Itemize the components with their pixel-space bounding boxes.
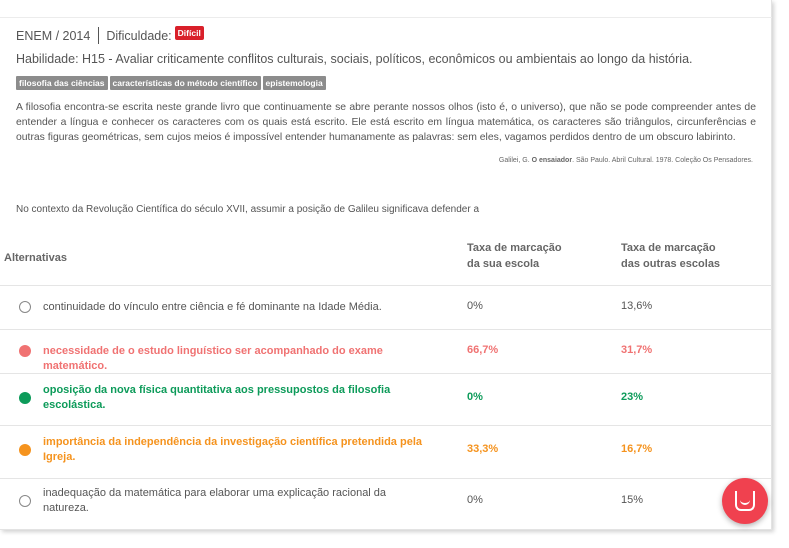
difficulty-badge: Difícil bbox=[175, 26, 204, 40]
alternative-text: importância da independência da investigação científica pretendida pela Igreja. bbox=[43, 436, 422, 463]
question-meta bbox=[16, 27, 204, 44]
exam-label: ENEM / 2014 bbox=[16, 28, 91, 43]
others-rate: 16,7% bbox=[621, 443, 653, 455]
top-divider bbox=[0, 17, 772, 18]
chat-bubble-icon bbox=[735, 491, 755, 511]
chat-button[interactable] bbox=[722, 478, 768, 524]
radio-partial-icon[interactable] bbox=[19, 444, 31, 456]
school-rate: 0% bbox=[467, 391, 483, 403]
header-school-rate bbox=[467, 240, 577, 272]
source-suffix: . São Paulo. Abril Cultural. 1978. Coleção Os Pensadores. bbox=[572, 157, 753, 164]
radio-wrong-icon[interactable] bbox=[19, 345, 31, 357]
header-others-rate-text: Taxa de marcação das outras escolas bbox=[621, 242, 721, 270]
header-others-rate bbox=[621, 240, 731, 272]
question-text: No contexto da Revolução Científica do século XVII, assumir a posição de Galileu significava defender a bbox=[16, 204, 480, 215]
alternative-text: necessidade de o estudo linguístico ser acompanhado do exame matemático. bbox=[43, 345, 383, 372]
difficulty-label: Dificuldade: bbox=[106, 28, 172, 43]
meta-separator bbox=[98, 27, 99, 44]
header-school-rate-text: Taxa de marcação da sua escola bbox=[467, 242, 562, 270]
tag-caracteristicas-metodo-cientifico[interactable]: características do método científico bbox=[110, 76, 261, 90]
alternative-text: inadequação da matemática para elaborar uma explicação racional da natureza. bbox=[43, 487, 387, 514]
school-rate: 66,7% bbox=[467, 344, 499, 356]
school-rate: 0% bbox=[467, 494, 483, 506]
source-title: O ensaiador bbox=[531, 157, 573, 164]
source-prefix: Galilei, G. bbox=[498, 157, 530, 164]
others-rate: 23% bbox=[621, 391, 644, 403]
source-citation bbox=[499, 157, 753, 164]
table-row[interactable] bbox=[0, 286, 772, 329]
table-row[interactable] bbox=[0, 374, 772, 425]
tag-epistemologia[interactable]: epistemologia bbox=[263, 76, 326, 90]
others-rate: 13,6% bbox=[621, 300, 653, 312]
radio-correct-icon[interactable] bbox=[19, 392, 31, 404]
tag-filosofia-das-ciencias[interactable]: filosofia das ciências bbox=[16, 76, 108, 90]
passage-text: A filosofia encontra-se escrita neste grande livro que continuamente se abre perante nossos olhos (isto é, o universo), que não se pode compreender antes de entender a língua e conhecer os caracteres com os quais está escrito. Ele está escrito em língua matemática, os caracteres são triângulos, circunferências e outras figuras geométricas, sem cujos meios é impossível entender humanamente as palavras: sem eles, vagamos perdidos dentro de um obscuro labirinto. bbox=[16, 102, 756, 143]
others-rate: 31,7% bbox=[621, 344, 653, 356]
others-rate: 15% bbox=[621, 494, 644, 506]
tag-list bbox=[16, 76, 326, 90]
school-rate: 0% bbox=[467, 300, 483, 312]
table-row[interactable] bbox=[0, 330, 772, 373]
radio-empty-icon[interactable] bbox=[19, 495, 31, 507]
header-alternatives: Alternativas bbox=[4, 252, 67, 264]
table-row[interactable] bbox=[0, 479, 772, 529]
radio-empty-icon[interactable] bbox=[19, 301, 31, 313]
table-row[interactable] bbox=[0, 426, 772, 478]
alternative-text: oposição da nova física quantitativa aos pressupostos da filosofia escolástica. bbox=[43, 384, 391, 411]
alternative-text: continuidade do vínculo entre ciência e fé dominante na Idade Média. bbox=[43, 301, 382, 313]
school-rate: 33,3% bbox=[467, 443, 499, 455]
habilidade-text: Habilidade: H15 - Avaliar criticamente conflitos culturais, sociais, políticos, econômicos ou ambientais ao longo da história. bbox=[16, 52, 693, 66]
